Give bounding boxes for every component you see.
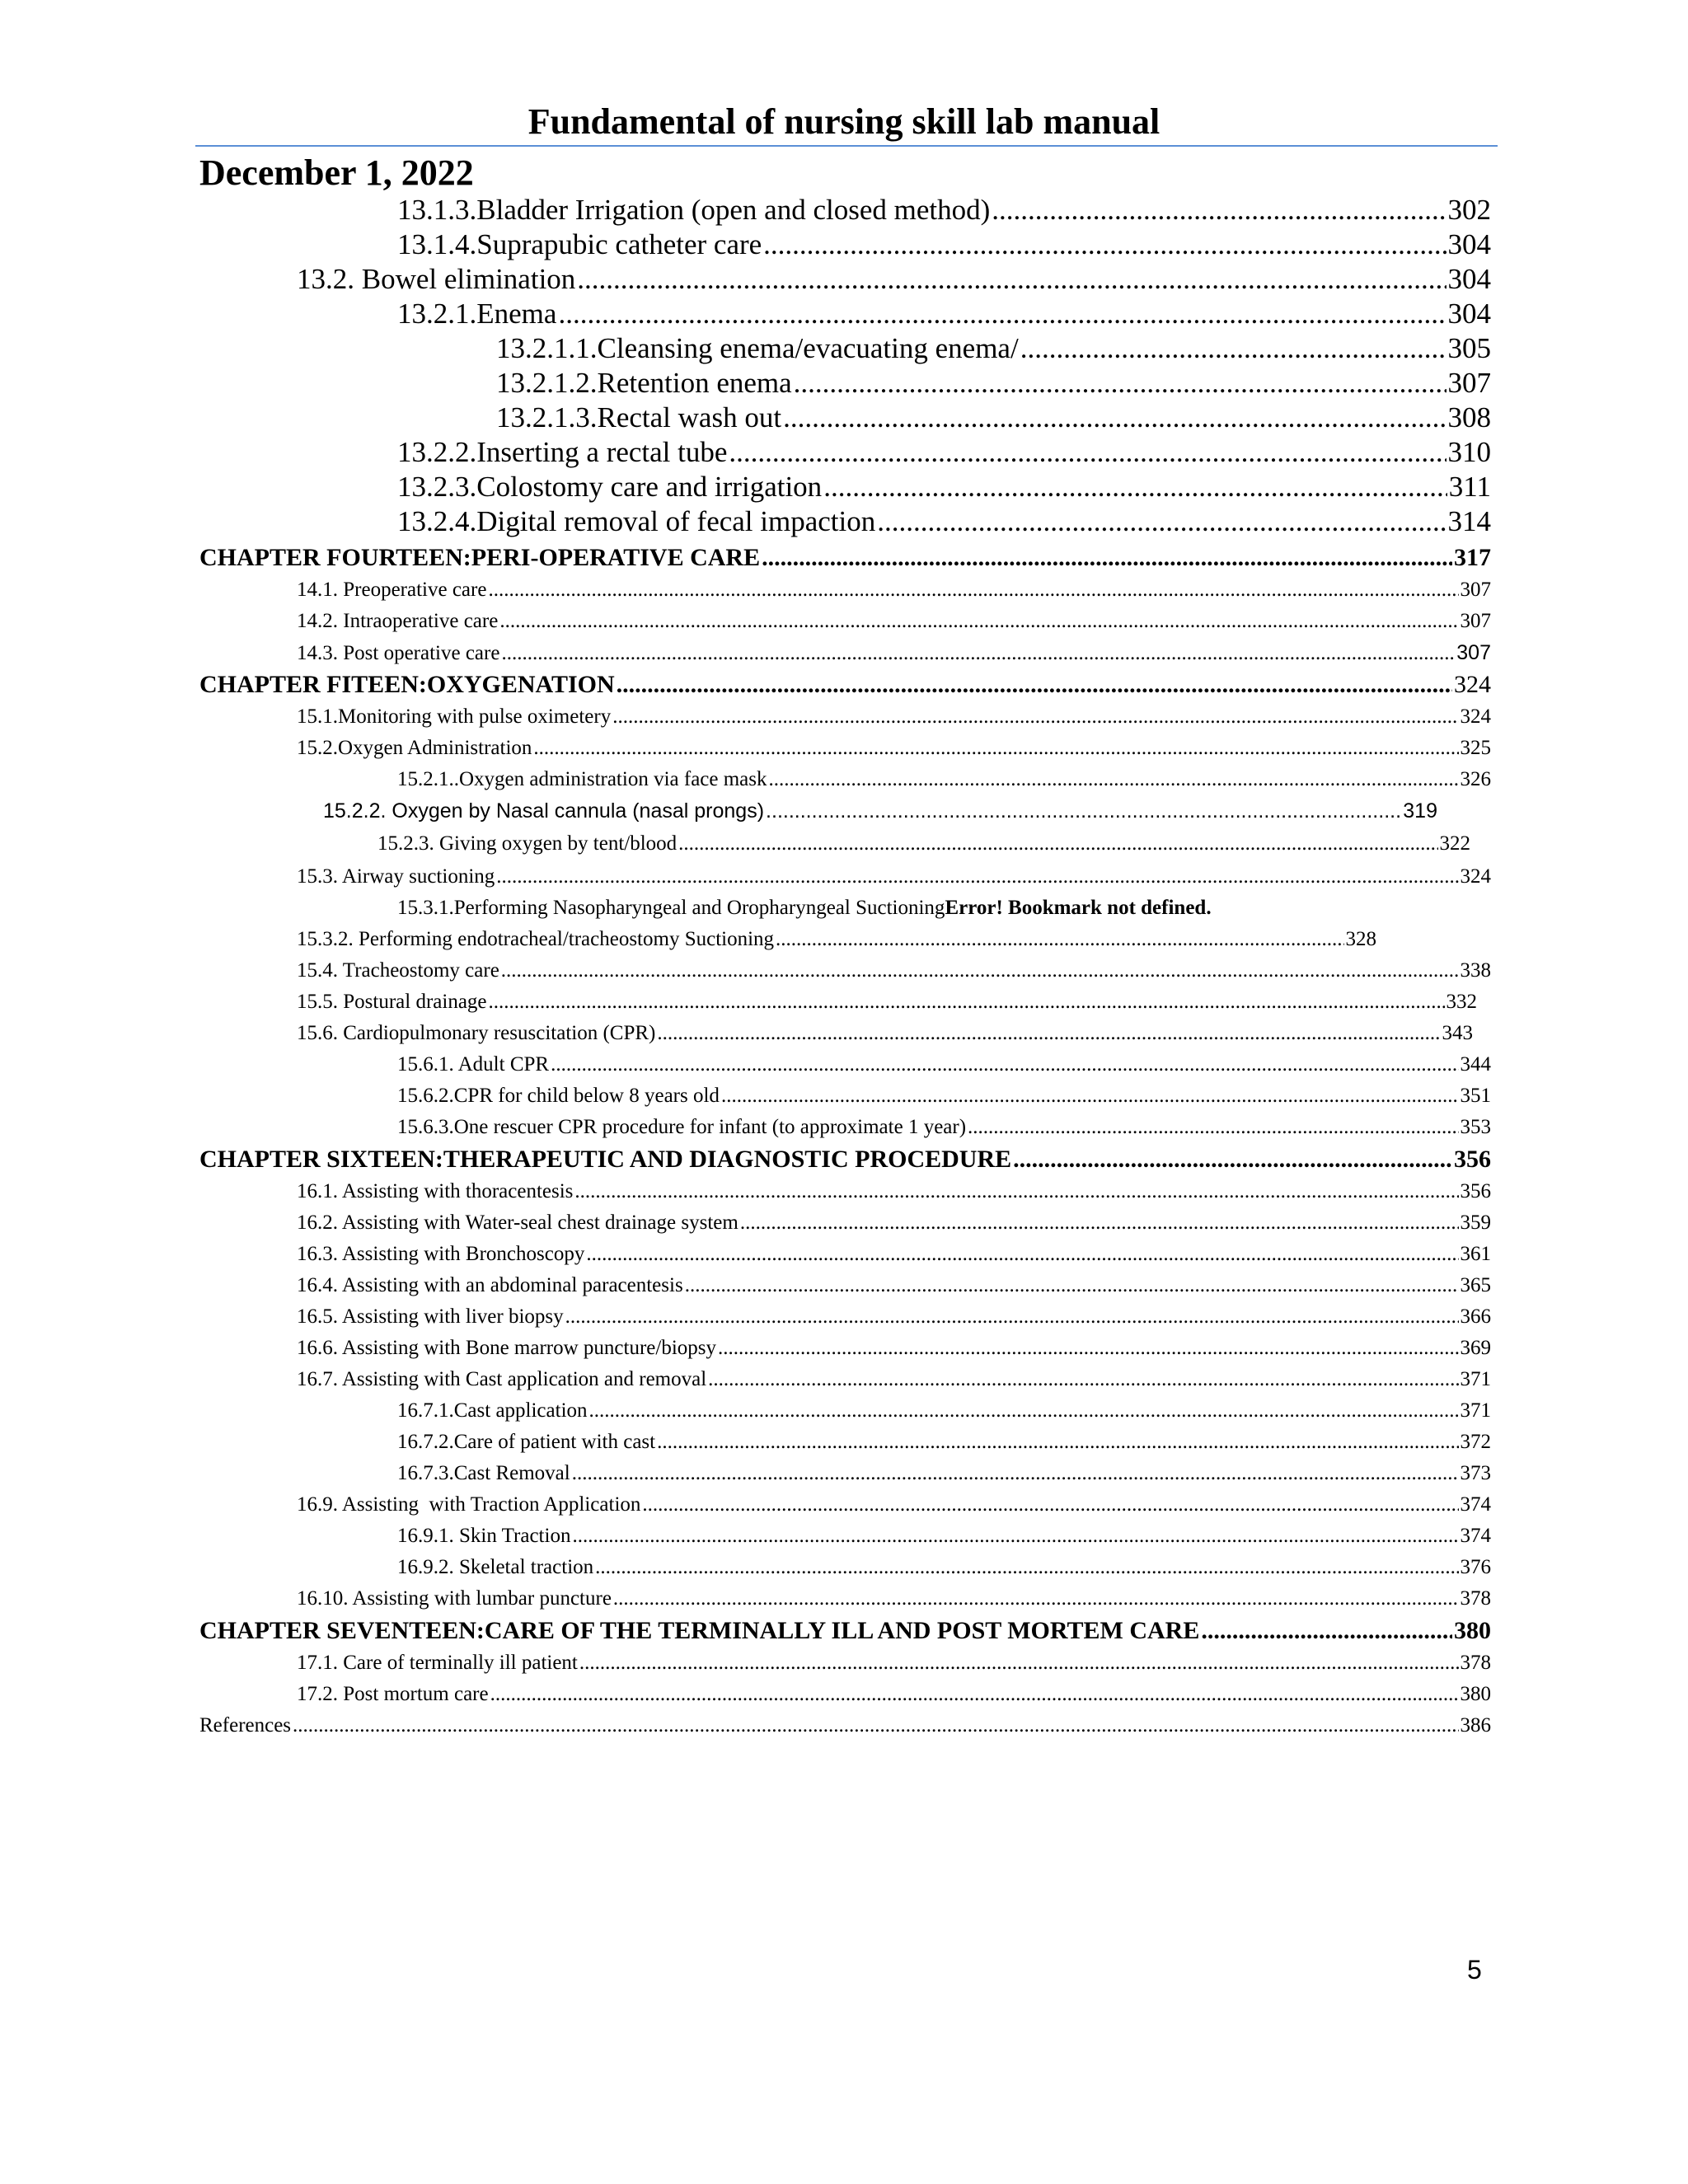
document-title: Fundamental of nursing skill lab manual xyxy=(528,101,1160,142)
toc-chapter-entry[interactable]: CHAPTER SIXTEEN:THERAPEUTIC AND DIAGNOSTIC PROCEDURE ..... 356 xyxy=(199,1144,1491,1175)
toc-entry[interactable]: 16.5. Assisting with liver biopsy ..... 366 xyxy=(297,1304,1491,1330)
toc-entry[interactable]: 16.7.3.Cast Removal ..... 373 xyxy=(397,1460,1491,1487)
toc-entry[interactable]: 15.5. Postural drainage ..... 332 xyxy=(297,989,1477,1015)
toc-entry[interactable]: 15.6.2.CPR for child below 8 years old ..... 351 xyxy=(397,1083,1491,1109)
toc-entry[interactable]: 17.2. Post mortum care ..... 380 xyxy=(297,1681,1491,1708)
toc-entry[interactable]: 16.10. Assisting with lumbar puncture ..... 378 xyxy=(297,1586,1491,1612)
toc-entry[interactable]: 13.2.1.2.Retention enema ..... 307 xyxy=(496,366,1491,401)
toc-entry[interactable]: References ..... 386 xyxy=(199,1713,1491,1739)
toc-entry[interactable]: 15.1.Monitoring with pulse oximetery ..... 324 xyxy=(297,704,1491,730)
toc-entry[interactable]: 15.3.2. Performing endotracheal/tracheostomy Suctioning ..... 328 xyxy=(297,926,1376,953)
toc-entry[interactable]: 16.4. Assisting with an abdominal paracentesis ..... 365 xyxy=(297,1272,1491,1299)
toc-entry[interactable]: 13.2.3.Colostomy care and irrigation ..... 311 xyxy=(397,470,1491,504)
toc-entry[interactable]: 15.2.Oxygen Administration ..... 325 xyxy=(297,735,1491,762)
toc-entry[interactable]: 15.6.3.One rescuer CPR procedure for infant (to approximate 1 year) ..... 353 xyxy=(397,1114,1491,1141)
toc-entry[interactable]: 15.6.1. Adult CPR ..... 344 xyxy=(397,1052,1491,1078)
toc-entry[interactable]: 15.4. Tracheostomy care ..... 338 xyxy=(297,958,1491,984)
toc-entry[interactable]: 16.9. Assisting with Traction Application ..... 374 xyxy=(297,1492,1491,1518)
toc-entry[interactable]: 13.2.2.Inserting a rectal tube ..... 310 xyxy=(397,435,1491,470)
toc-chapter-entry[interactable]: CHAPTER FOURTEEN:PERI-OPERATIVE CARE ..... 317 xyxy=(199,542,1491,574)
toc-entry[interactable]: 17.1. Care of terminally ill patient ..... 378 xyxy=(297,1650,1491,1676)
toc-entry[interactable]: 16.7.2.Care of patient with cast ..... 372 xyxy=(397,1429,1491,1455)
toc-entry[interactable]: 15.6. Cardiopulmonary resuscitation (CPR) ..... 343 xyxy=(297,1020,1473,1047)
toc-entry[interactable]: 15.3.1.Performing Nasopharyngeal and Oropharyngeal Suctioning Error! Bookmark not defined. xyxy=(397,897,1212,919)
toc-entry[interactable]: 16.6. Assisting with Bone marrow puncture/biopsy ..... 369 xyxy=(297,1335,1491,1361)
toc-entry[interactable]: 14.3. Post operative care ..... 307 xyxy=(297,640,1491,667)
toc-entry[interactable]: 16.9.2. Skeletal traction ..... 376 xyxy=(397,1554,1491,1581)
toc-entry[interactable]: 16.9.1. Skin Traction ..... 374 xyxy=(397,1523,1491,1549)
toc-entry[interactable]: 16.3. Assisting with Bronchoscopy ..... 361 xyxy=(297,1241,1491,1268)
toc-entry[interactable]: 15.2.3. Giving oxygen by tent/blood ..... 322 xyxy=(377,831,1470,857)
toc-entry[interactable]: 14.1. Preoperative care ..... 307 xyxy=(297,577,1491,603)
document-date: December 1, 2022 xyxy=(199,152,474,193)
toc-entry[interactable]: 16.7. Assisting with Cast application and removal ..... 371 xyxy=(297,1366,1491,1393)
toc-entry[interactable]: 13.2. Bowel elimination ..... 304 xyxy=(297,262,1491,297)
toc-entry[interactable]: 15.2.1..Oxygen administration via face mask ..... 326 xyxy=(397,766,1491,793)
toc-entry[interactable]: 13.2.1.3.Rectal wash out ..... 308 xyxy=(496,401,1491,435)
toc-entry[interactable]: 16.7.1.Cast application ..... 371 xyxy=(397,1398,1491,1424)
toc-entry[interactable]: 13.1.3.Bladder Irrigation (open and closed method) ..... 302 xyxy=(397,193,1491,227)
toc-chapter-entry[interactable]: CHAPTER FITEEN:OXYGENATION ..... 324 xyxy=(199,669,1491,701)
toc-entry[interactable]: 14.2. Intraoperative care ..... 307 xyxy=(297,608,1491,635)
page-number: 5 xyxy=(1467,1955,1482,1985)
toc-entry[interactable]: 13.1.4.Suprapubic catheter care ..... 304 xyxy=(397,227,1491,262)
toc-entry[interactable]: 16.1. Assisting with thoracentesis ..... 356 xyxy=(297,1179,1491,1205)
toc-entry[interactable]: 15.3. Airway suctioning ..... 324 xyxy=(297,864,1491,890)
toc-entry[interactable]: 13.2.4.Digital removal of fecal impaction ..... 314 xyxy=(397,504,1491,539)
toc-entry[interactable]: 16.2. Assisting with Water-seal chest drainage system ..... 359 xyxy=(297,1210,1491,1236)
toc-entry[interactable]: 13.2.1.Enema ..... 304 xyxy=(397,297,1491,331)
toc-entry[interactable]: 13.2.1.1.Cleansing enema/evacuating enema/ ..... 305 xyxy=(496,331,1491,366)
toc-entry[interactable]: 15.2.2. Oxygen by Nasal cannula (nasal prongs) ..... 319 xyxy=(323,798,1437,824)
toc-chapter-entry[interactable]: CHAPTER SEVENTEEN:CARE OF THE TERMINALLY ILL AND POST MORTEM CARE ..... 380 xyxy=(199,1615,1491,1647)
